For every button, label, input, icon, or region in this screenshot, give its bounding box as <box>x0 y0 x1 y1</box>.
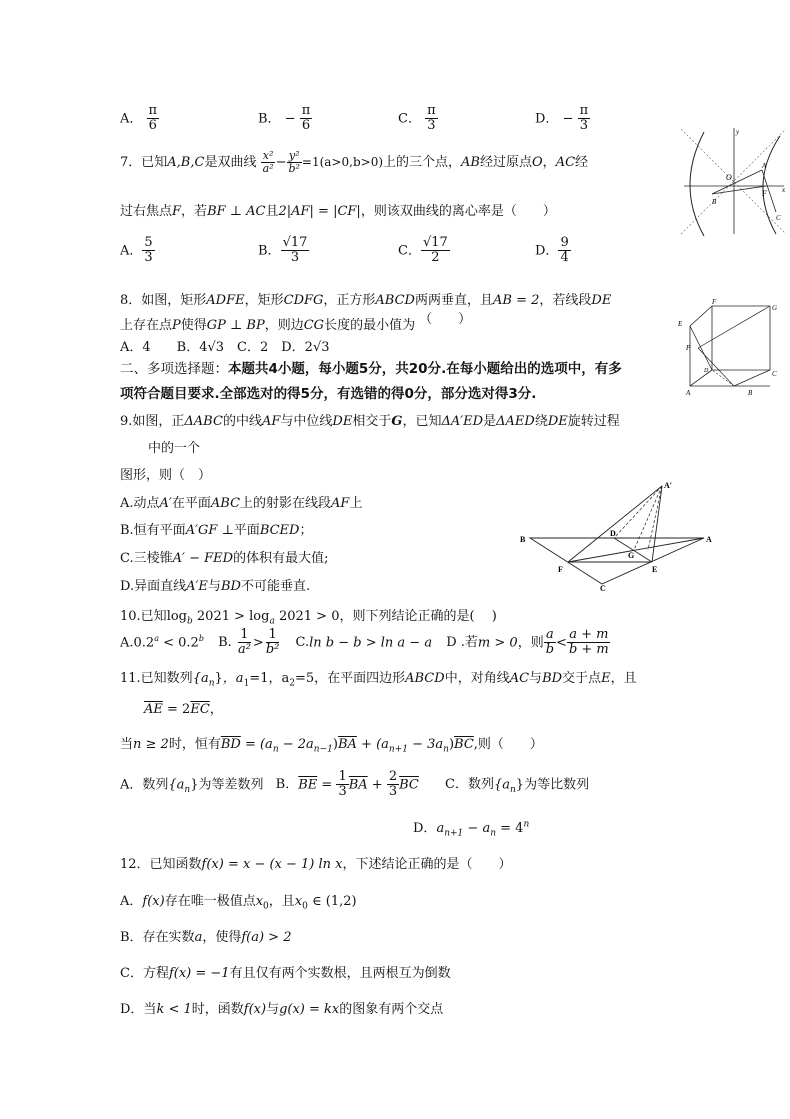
q11-option-d: D．$a_{n+1} - a_n = 4^n$ <box>413 819 530 839</box>
svg-text:A: A <box>706 535 712 544</box>
left-branch <box>690 132 704 236</box>
q6-option-a-label: A． <box>120 111 143 127</box>
q11-stem-line3: 当n ≥ 2时，恒有$\overline{BD} = (a_n - 2a_{n-1})\overline{BA} + (a_{n+1} - 3a_n)\overline{BC}$,则（ ） <box>120 737 543 755</box>
q6-option-b: B． − $\frac{\pi}{6}$ <box>258 103 311 134</box>
svg-text:D: D <box>610 529 616 538</box>
q7-stem-line2: 过右焦点F，若BF ⊥ AC且2|AF| = |CF|，则该双曲线的离心率是（ ） <box>120 204 556 219</box>
q7-hyperbola-figure <box>676 124 790 238</box>
svg-text:F: F <box>558 565 563 574</box>
q9-option-c: C.三棱锥A′ − FED的体积有最大值; <box>120 551 329 566</box>
svg-text:G: G <box>772 304 778 312</box>
label-b: B <box>712 198 717 206</box>
q7-option-d: D． $\frac{9}{4}$ <box>535 235 569 266</box>
q10-options: A.0.2$^a$ < 0.2$^b$ B. $\frac{1}{\text{a²}}$ > $\frac{1}{\text{b²}}$ C.ln b − b > ln a − a D .若m > 0，则 $\frac{a}{b}$ < $\frac{a + m}{b + m}$ <box>120 627 609 658</box>
label-x: x <box>782 186 786 194</box>
section2-heading-line1: 二、多项选择题：本题共4小题，每小题5分，共20分.在每小题给出的选项中，有多 <box>120 361 622 377</box>
asymptote-2 <box>681 129 786 234</box>
q12-stem: 12．已知函数f(x) = x − (x − 1) ln x，下述结论正确的是（ ） <box>120 857 512 872</box>
label-a: A <box>762 162 767 170</box>
q8-stem-line1: 8．如图，矩形ADFE，矩形CDFG，正方形ABCD两两垂直，且AB = 2，若线段DE <box>120 293 612 308</box>
q8-solid-figure <box>672 296 788 398</box>
svg-text:E: E <box>678 320 683 328</box>
q6-option-d: D． − $\frac{\pi}{3}$ <box>535 103 589 134</box>
svg-text:B: B <box>520 535 526 544</box>
q9-option-d: D.异面直线A′E与BD不可能垂直. <box>120 579 311 594</box>
svg-text:P: P <box>686 344 691 352</box>
svg-text:E: E <box>652 565 658 574</box>
svg-text:C: C <box>600 584 606 592</box>
q6-option-a-fraction: $\frac{\pi}{6}$ <box>148 103 158 134</box>
q12-option-d: D．当k < 1时，函数f(x)与g(x) = kx的图象有两个交点 <box>120 1002 444 1017</box>
asymptote-1 <box>681 129 786 234</box>
q7-stem-line1: 7．已知A,B,C是双曲线 $\frac{\text{x²}}{\text{a²}}$ − $\frac{\text{y²}}{\text{b²}}$ =1(a>0,b>0)上的三个点，AB经过原点O，AC经 <box>120 149 589 176</box>
q7-frac-y: $\frac{\text{y²}}{\text{b²}}$ <box>288 149 300 176</box>
section2-heading-line2: 项符合题目要求.全部选对的得5分，有选错的得0分，部分选对得3分. <box>120 386 537 402</box>
q11-stem-line2: $\overline{AE} = 2\overline{EC}$， <box>144 702 223 717</box>
q8-options: A．4 B．4√3 C．2 D．2√3 <box>120 340 330 355</box>
q12-option-c: C．方程f(x) = −1有且仅有两个实数根，且两根互为倒数 <box>120 966 451 981</box>
label-f: F <box>762 189 767 198</box>
q6-option-d-fraction: $\frac{\pi}{3}$ <box>579 103 589 134</box>
svg-text:F: F <box>712 298 717 306</box>
svg-text:G: G <box>628 551 635 560</box>
q7-option-c: C． $\frac{√17}{2}$ <box>398 235 448 266</box>
q6-option-c: C． $\frac{\pi}{3}$ <box>398 103 436 134</box>
q11-stem-line1: 11.已知数列$\{a_n\}$，$a_1=1$，$a_2=5$，在平面四边形ABCD中，对角线AC与BD交于点E，且 <box>120 671 637 689</box>
q10-stem: 10.已知$\log_b 2021 > \log_a 2021 > 0$，则下列结论正确的是( ) <box>120 609 497 627</box>
q9-stem-line1: 9.如图，正ΔABC的中线AF与中位线DE相交于G，已知ΔA′ED是ΔAED绕DE旋转过程 <box>120 414 620 429</box>
q9-stem-line2: 中的一个 <box>148 441 201 456</box>
q9-option-b: B.恒有平面A′GF ⊥平面BCED； <box>120 523 313 538</box>
label-y: y <box>736 128 740 136</box>
q9-pyramid-figure <box>516 476 718 592</box>
q7-frac-x: $\frac{\text{x²}}{\text{a²}}$ <box>262 149 274 176</box>
q8-stem-line2: 上存在点P使得GP ⊥ BP，则边CG长度的最小值为 （ ） <box>120 312 472 333</box>
svg-text:A′: A′ <box>664 481 673 490</box>
label-c: C <box>776 214 781 222</box>
q6-option-b-fraction: $\frac{\pi}{6}$ <box>301 103 311 134</box>
q9-option-a: A.动点A′在平面ABC上的射影在线段AF上 <box>120 496 363 511</box>
q7-option-a: A． $\frac{5}{3}$ <box>120 235 153 266</box>
q6-option-a <box>120 104 159 134</box>
svg-text:D: D <box>704 368 709 374</box>
q11-options-abc: A．数列$\{a_n\}$为等差数列 B．$\overline{BE}$ = $\frac{1}{3}$ $\overline{BA}$ + $\frac{2}{3}$ $\overline{BC}$ C．数列$\{a_n\}$为等比数列 <box>120 769 590 800</box>
svg-text:A: A <box>686 389 691 397</box>
q7-option-b: B． $\frac{√17}{3}$ <box>258 235 308 266</box>
q12-option-b: B．存在实数a，使得f(a) > 2 <box>120 930 292 945</box>
q9-stem-line3: 图形，则（ ） <box>120 468 212 483</box>
svg-text:B: B <box>748 389 753 397</box>
q12-option-a: A．f(x)存在唯一极值点$x_0$，且$x_0$ ∈ (1,2) <box>120 894 357 912</box>
label-o: O <box>726 173 732 182</box>
svg-text:C: C <box>772 370 777 378</box>
q6-option-c-fraction: $\frac{\pi}{3}$ <box>427 103 436 134</box>
